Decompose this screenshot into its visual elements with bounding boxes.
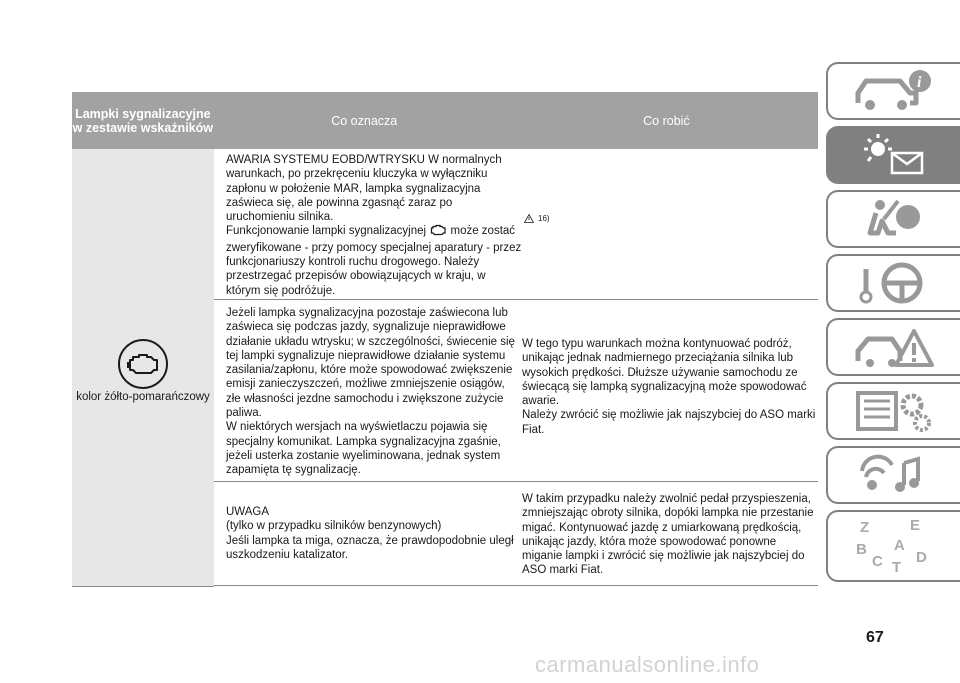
indicator-color-label: kolor żółto-pomarańczowy bbox=[76, 391, 210, 403]
tab-multimedia[interactable] bbox=[826, 446, 960, 504]
svg-text:D: D bbox=[916, 549, 927, 566]
car-breakdown-icon bbox=[852, 325, 936, 369]
header-action: Co robić bbox=[643, 113, 690, 128]
meaning-paragraph: UWAGA bbox=[226, 506, 270, 518]
table-row bbox=[214, 300, 818, 482]
meaning-text bbox=[226, 153, 522, 298]
header-indicator: Lampki sygnalizacyjne w zestawie wskaźników bbox=[72, 106, 213, 135]
action-paragraph: W tego typu warunkach można kontynuować podróż, unikając jednak nadmiernego przeciążania silnika lub wysokich prędkości. Dłuższe używanie samochodu ze świecącą się lampką sygnalizacyjną może spowodować awarie. bbox=[522, 338, 807, 408]
car-info-icon bbox=[852, 69, 936, 113]
watermark: carmanualsonline.info bbox=[535, 652, 760, 677]
tab-driving[interactable] bbox=[826, 254, 960, 312]
meaning-paragraph: AWARIA SYSTEMU EOBD/WTRYSKU W normalnych warunkach, po przekręceniu kluczyka w wyłączniku zapłonu w położenie MAR, lampka sygnalizacyjna zaświeca się, ale powinna zgasnąć zaraz po uruchomieniu silnika. bbox=[226, 154, 502, 224]
meaning-paragraph bbox=[226, 224, 522, 297]
warning-lights-icon bbox=[852, 133, 936, 177]
action-text bbox=[522, 492, 818, 578]
tab-car-info[interactable] bbox=[826, 62, 960, 120]
warning-reference[interactable] bbox=[524, 214, 550, 223]
header-meaning: Co oznacza bbox=[331, 113, 398, 128]
meaning-paragraph: Jeżeli lampka sygnalizacyjna pozostaje zaświecona lub zaświeca się podczas jazdy, sygnalizuje nieprawidłowe działanie układu wtrysku; w szczególności, świecenie się tej lampki sygnalizuje nieprawidłowe działanie systemu zasilania/zapłonu, które może spowodować zwiększenie emisji zanieczyszczeń, możliwe zmniejszenie osiągów, złe własności jezdne samochodu i zwiększone zużycie paliwa. bbox=[226, 307, 515, 420]
warning-triangle-icon bbox=[524, 214, 534, 223]
warning-light-table bbox=[72, 92, 818, 586]
action-paragraph: W takim przypadku należy zwolnić pedał przyspieszenia, zmniejszając obroty silnika, dopóki lampka nie przestanie migać. Kontynuować jazdę z umiarkowaną prędkością, unikając jazdy, która może spowodować ponowne miganie lampki i zwrócić się możliwie jak najszybciej do ASO marki Fiat. bbox=[522, 493, 814, 577]
svg-text:i: i bbox=[917, 74, 922, 91]
steering-wheel-icon bbox=[852, 261, 936, 305]
tab-index[interactable] bbox=[826, 510, 960, 582]
table-header bbox=[72, 92, 818, 149]
tab-safety[interactable] bbox=[826, 190, 960, 248]
engine-check-icon bbox=[429, 224, 447, 240]
airbag-safety-icon bbox=[852, 197, 936, 241]
indicator-cell bbox=[72, 149, 214, 586]
svg-text:B: B bbox=[856, 541, 867, 558]
svg-text:E: E bbox=[910, 517, 921, 534]
meaning-text bbox=[226, 306, 522, 478]
tab-warning-lights[interactable] bbox=[826, 126, 960, 184]
meaning-paragraph: W niektórych wersjach na wyświetlaczu pojawia się specjalny komunikat. Lampka sygnalizacyjna zgaśnie, jeżeli usterka zostanie wyeliminowana, jednak system zapamięta tę sygnalizację. bbox=[226, 421, 501, 477]
table-row bbox=[214, 149, 818, 300]
alphabetical-index-icon bbox=[852, 516, 936, 576]
svg-text:C: C bbox=[872, 553, 883, 570]
meaning-text bbox=[226, 505, 522, 562]
multimedia-icon bbox=[852, 453, 936, 497]
warning-reference-number: 16) bbox=[538, 214, 550, 223]
engine-check-icon bbox=[118, 339, 168, 389]
svg-text:A: A bbox=[894, 537, 905, 554]
action-paragraph: Należy zwrócić się możliwie jak najszybciej do ASO marki Fiat. bbox=[522, 409, 816, 436]
page-number: 67 bbox=[866, 629, 884, 646]
meaning-paragraph: (tylko w przypadku silników benzynowych) bbox=[226, 520, 442, 533]
meaning-text-part: może zostać zweryfikowane - przy pomocy specjalnej aparatury - przez funkcjonariuszy kontroli ruchu drogowego. Należy przestrzegać przepisów obowiązujących w kraju, w którym się podróżuje. bbox=[226, 225, 522, 297]
tab-maintenance[interactable] bbox=[826, 382, 960, 440]
maintenance-specs-icon bbox=[852, 389, 936, 433]
table-row bbox=[214, 482, 818, 586]
meaning-text-part: Funkcjonowanie lampki sygnalizacyjnej bbox=[226, 225, 427, 238]
svg-text:Z: Z bbox=[860, 519, 870, 536]
meaning-paragraph: Jeśli lampka ta miga, oznacza, że prawdopodobnie uległ uszkodzeniu katalizator. bbox=[226, 534, 514, 561]
svg-text:T: T bbox=[892, 559, 902, 576]
action-text bbox=[522, 337, 818, 437]
tab-emergency[interactable] bbox=[826, 318, 960, 376]
